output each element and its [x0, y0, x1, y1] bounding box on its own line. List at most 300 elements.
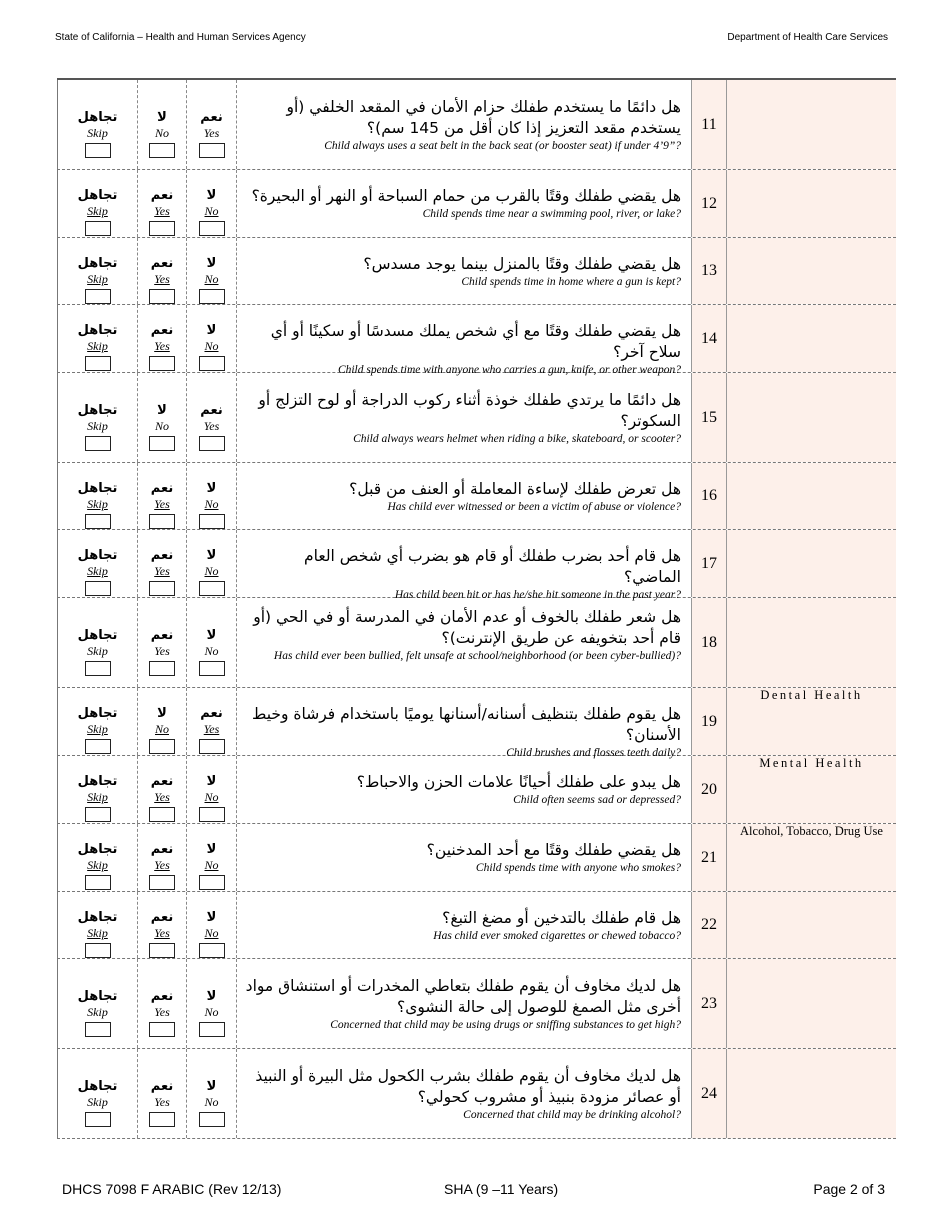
- question-row-24: [57, 1049, 896, 1139]
- question-19: [245, 704, 681, 761]
- skip-column: [57, 238, 138, 304]
- category-column: [727, 80, 896, 169]
- question-number: 20: [692, 756, 727, 823]
- question-arabic: هل يقوم طفلك بتنظيف أسنانه/أسنانها يوميًا باستخدام فرشاة وخيط الأسنان؟: [252, 705, 681, 744]
- question-row-22: [57, 892, 896, 959]
- skip-option: [58, 706, 137, 754]
- no-checkbox[interactable]: [199, 807, 225, 822]
- question-text: [237, 598, 692, 687]
- question-english: Has child ever witnessed or been a victim of abuse or violence?: [387, 501, 681, 513]
- yes-option: [138, 842, 186, 890]
- agency-header: State of California – Health and Human Services Agency: [55, 32, 306, 43]
- skip-option-english: Skip: [87, 564, 108, 578]
- yes-option-arabic: نعم: [150, 628, 174, 643]
- question-number: 19: [692, 688, 727, 755]
- question-row-18: [57, 598, 896, 688]
- skip-option: [58, 842, 137, 890]
- no-option-arabic: لا: [206, 188, 217, 203]
- skip-option-english: Skip: [87, 858, 108, 872]
- no-checkbox[interactable]: [199, 943, 225, 958]
- question-text: [237, 170, 692, 237]
- yes-checkbox[interactable]: [149, 289, 175, 304]
- question-arabic: هل تعرض طفلك لإساءة المعاملة أو العنف من قبل؟: [349, 480, 681, 498]
- question-text: [237, 373, 692, 462]
- no-column: [187, 892, 237, 958]
- form-number: DHCS 7098 F ARABIC (Rev 12/13): [62, 1181, 282, 1197]
- skip-checkbox[interactable]: [85, 581, 111, 596]
- skip-option: [58, 110, 137, 158]
- question-14: [245, 321, 681, 378]
- question-text: [237, 892, 692, 958]
- skip-option: [58, 774, 137, 822]
- question-arabic: هل شعر طفلك بالخوف أو عدم الأمان في المدرسة أو في الحي (أو قام أحد بتخويفه عن طريق الإنترنت)؟: [253, 608, 681, 647]
- yes-column: [138, 1049, 187, 1138]
- no-column: [187, 238, 237, 304]
- yes-option-arabic: نعم: [150, 256, 174, 271]
- skip-option: [58, 481, 137, 529]
- question-row-20: [57, 756, 896, 824]
- skip-option: [58, 548, 137, 596]
- skip-option-english: Skip: [87, 644, 108, 658]
- yes-option-english: Yes: [154, 790, 170, 804]
- question-arabic: هل يقضي طفلك وقتًا مع أي شخص يملك مسدسًا أو سكينًا أو أي سلاح آخر؟: [270, 322, 681, 361]
- question-row-12: [57, 170, 896, 238]
- no-checkbox[interactable]: [149, 143, 175, 158]
- question-row-17: [57, 530, 896, 601]
- skip-option-english: Skip: [87, 926, 108, 940]
- no-option: [187, 842, 236, 890]
- question-text: [237, 1049, 692, 1138]
- question-text: [237, 305, 692, 376]
- yes-option-english: Yes: [154, 564, 170, 578]
- no-option-english: No: [204, 272, 219, 286]
- no-checkbox[interactable]: [199, 1022, 225, 1037]
- yes-option: [138, 774, 186, 822]
- no-column: [187, 824, 237, 891]
- no-checkbox[interactable]: [199, 356, 225, 371]
- skip-option: [58, 628, 137, 676]
- question-arabic: هل قام طفلك بالتدخين أو مضغ التبغ؟: [442, 909, 681, 927]
- no-option-arabic: لا: [206, 256, 217, 271]
- skip-option-english: Skip: [87, 497, 108, 511]
- question-row-16: [57, 463, 896, 530]
- question-row-19: [57, 688, 896, 759]
- yes-option-arabic: نعم: [150, 548, 174, 563]
- yes-checkbox[interactable]: [149, 356, 175, 371]
- category-column: [727, 959, 896, 1048]
- no-option: [138, 110, 186, 158]
- skip-option: [58, 910, 137, 958]
- question-24: [245, 1066, 681, 1123]
- question-text: [237, 824, 692, 891]
- skip-option-arabic: تجاهل: [77, 1079, 118, 1094]
- yes-column: [138, 598, 187, 687]
- no-option-arabic: لا: [206, 548, 217, 563]
- skip-option-arabic: تجاهل: [77, 256, 118, 271]
- skip-column: [57, 824, 138, 891]
- skip-column: [57, 170, 138, 237]
- no-checkbox[interactable]: [149, 436, 175, 451]
- question-15: [245, 390, 681, 447]
- skip-column: [57, 598, 138, 687]
- skip-option: [58, 256, 137, 304]
- skip-option: [58, 1079, 137, 1127]
- question-english: Has child been hit or has he/she hit someone in the past year?: [394, 589, 681, 601]
- no-column: [187, 170, 237, 237]
- no-checkbox[interactable]: [199, 581, 225, 596]
- question-18: [245, 607, 681, 664]
- yes-option-arabic: نعم: [200, 403, 223, 418]
- question-12: [245, 186, 681, 222]
- question-arabic: هل لديك مخاوف أن يقوم طفلك بتعاطي المخدرات أو استنشاق مواد أخرى مثل الصمغ للوصول إلى حالة النشوى؟: [245, 977, 681, 1016]
- no-option: [138, 706, 186, 754]
- question-row-11: [57, 80, 896, 170]
- skip-checkbox[interactable]: [85, 289, 111, 304]
- yes-option-english: Yes: [203, 126, 220, 140]
- no-option-english: No: [204, 790, 219, 804]
- no-option-english: No: [204, 204, 219, 218]
- skip-option-arabic: تجاهل: [77, 774, 118, 789]
- category-column: [727, 463, 896, 529]
- yes-column: [138, 892, 187, 958]
- question-row-15: [57, 373, 896, 463]
- skip-checkbox[interactable]: [85, 1112, 111, 1127]
- category-column: [727, 892, 896, 958]
- skip-column: [57, 688, 138, 755]
- no-option-arabic: لا: [157, 403, 167, 418]
- yes-option-arabic: نعم: [150, 774, 174, 789]
- skip-checkbox[interactable]: [85, 1022, 111, 1037]
- yes-column: [138, 756, 187, 823]
- yes-option-arabic: نعم: [200, 706, 223, 721]
- question-number: 16: [692, 463, 727, 529]
- yes-column: [138, 170, 187, 237]
- no-option-arabic: لا: [157, 706, 167, 721]
- no-checkbox[interactable]: [199, 289, 225, 304]
- no-checkbox[interactable]: [199, 661, 225, 676]
- question-english: Child spends time near a swimming pool, river, or lake?: [422, 208, 681, 220]
- yes-option-english: Yes: [154, 1005, 170, 1019]
- yes-option-english: Yes: [154, 926, 170, 940]
- skip-option-arabic: تجاهل: [77, 110, 118, 125]
- skip-option-english: Skip: [87, 419, 108, 433]
- no-option-arabic: لا: [157, 110, 167, 125]
- question-number: 23: [692, 959, 727, 1048]
- question-text: [237, 530, 692, 601]
- form-title: SHA (9 –11 Years): [444, 1181, 559, 1197]
- skip-option-english: Skip: [87, 1095, 108, 1109]
- yes-option: [187, 110, 236, 158]
- question-number: 11: [692, 80, 727, 169]
- no-option: [138, 403, 186, 451]
- question-arabic: هل دائمًا ما يستخدم طفلك حزام الأمان في المقعد الخلفي (أو يستخدم مقعد التعزيز إذا كان أقل من 145 سم)؟: [286, 98, 681, 137]
- question-text: [237, 238, 692, 304]
- question-number: 12: [692, 170, 727, 237]
- skip-option-arabic: تجاهل: [77, 842, 118, 857]
- no-option-arabic: لا: [206, 481, 217, 496]
- question-number: 15: [692, 373, 727, 462]
- no-option-arabic: لا: [206, 910, 217, 925]
- question-17: [245, 546, 681, 603]
- skip-option-arabic: تجاهل: [77, 548, 118, 563]
- question-16: [245, 479, 681, 515]
- yes-option: [138, 1079, 186, 1127]
- no-column: [187, 463, 237, 529]
- department-header: Department of Health Care Services: [727, 32, 888, 43]
- category-column: [727, 170, 896, 237]
- no-option-english: No: [204, 644, 219, 658]
- no-checkbox[interactable]: [199, 1112, 225, 1127]
- no-option: [187, 548, 236, 596]
- skip-column: [57, 959, 138, 1048]
- yes-option-english: Yes: [154, 497, 170, 511]
- yes-option: [138, 481, 186, 529]
- question-11: [245, 97, 681, 154]
- yes-option-english: Yes: [203, 419, 220, 433]
- question-number: 17: [692, 530, 727, 597]
- no-column: [138, 688, 187, 755]
- skip-column: [57, 892, 138, 958]
- skip-column: [57, 463, 138, 529]
- skip-checkbox[interactable]: [85, 943, 111, 958]
- question-text: [237, 756, 692, 823]
- skip-checkbox[interactable]: [85, 514, 111, 529]
- question-23: [245, 976, 681, 1033]
- skip-option: [58, 188, 137, 236]
- yes-option-arabic: نعم: [200, 110, 223, 125]
- no-option-english: No: [154, 722, 169, 736]
- category-column: [727, 756, 896, 823]
- question-number: 22: [692, 892, 727, 958]
- no-option-english: No: [154, 419, 169, 433]
- question-arabic: هل يقضي طفلك وقتًا بالقرب من حمام السباحة أو النهر أو البحيرة؟: [251, 187, 681, 205]
- no-column: [187, 959, 237, 1048]
- yes-column: [138, 463, 187, 529]
- yes-checkbox[interactable]: [149, 875, 175, 890]
- category-column: [727, 598, 896, 687]
- skip-option-english: Skip: [87, 272, 108, 286]
- question-20: [245, 772, 681, 808]
- no-option-english: No: [204, 858, 219, 872]
- question-text: [237, 80, 692, 169]
- skip-column: [57, 756, 138, 823]
- category-column: [727, 688, 896, 755]
- skip-option-english: Skip: [87, 790, 108, 804]
- skip-column: [57, 373, 138, 462]
- question-13: [245, 254, 681, 290]
- category-column: [727, 305, 896, 372]
- no-option: [187, 989, 236, 1037]
- skip-option-english: Skip: [87, 339, 108, 353]
- yes-column: [138, 959, 187, 1048]
- question-english: Child brushes and flosses teeth daily?: [506, 747, 681, 759]
- yes-checkbox[interactable]: [149, 581, 175, 596]
- skip-option-arabic: تجاهل: [77, 403, 118, 418]
- no-option-english: No: [204, 564, 219, 578]
- yes-checkbox[interactable]: [149, 943, 175, 958]
- yes-option-english: Yes: [154, 272, 170, 286]
- questionnaire-table: [57, 78, 896, 1144]
- no-option-arabic: لا: [206, 628, 217, 643]
- no-option: [187, 323, 236, 371]
- yes-option-arabic: نعم: [150, 1079, 174, 1094]
- skip-option-arabic: تجاهل: [77, 910, 118, 925]
- skip-option-english: Skip: [87, 126, 108, 140]
- no-option: [187, 910, 236, 958]
- yes-option: [138, 323, 186, 371]
- yes-option: [138, 628, 186, 676]
- question-english: Child spends time in home where a gun is kept?: [461, 276, 681, 288]
- skip-option-english: Skip: [87, 204, 108, 218]
- skip-option: [58, 403, 137, 451]
- no-checkbox[interactable]: [199, 875, 225, 890]
- question-text: [237, 688, 692, 759]
- no-column: [187, 1049, 237, 1138]
- yes-option-english: Yes: [203, 722, 220, 736]
- no-option: [187, 481, 236, 529]
- page-number: Page 2 of 3: [813, 1181, 885, 1197]
- no-option-english: No: [154, 126, 169, 140]
- question-21: [245, 840, 681, 876]
- no-checkbox[interactable]: [149, 739, 175, 754]
- yes-checkbox[interactable]: [199, 436, 225, 451]
- question-number: 14: [692, 305, 727, 372]
- skip-checkbox[interactable]: [85, 875, 111, 890]
- yes-option-english: Yes: [154, 644, 170, 658]
- no-option-english: No: [204, 1005, 219, 1019]
- no-column: [187, 756, 237, 823]
- no-option-arabic: لا: [206, 1079, 217, 1094]
- yes-option-english: Yes: [154, 858, 170, 872]
- skip-checkbox[interactable]: [85, 356, 111, 371]
- no-column: [187, 598, 237, 687]
- yes-option: [138, 256, 186, 304]
- question-arabic: هل دائمًا ما يرتدي طفلك خوذة أثناء ركوب الدراجة أو لوح التزلج أو السكوتر؟: [258, 391, 681, 430]
- question-row-21: [57, 824, 896, 892]
- yes-option-english: Yes: [154, 1095, 170, 1109]
- yes-option: [138, 548, 186, 596]
- yes-column: [138, 824, 187, 891]
- skip-checkbox[interactable]: [85, 143, 111, 158]
- category-column: [727, 824, 896, 891]
- no-option-arabic: لا: [206, 842, 217, 857]
- question-text: [237, 463, 692, 529]
- yes-option-arabic: نعم: [150, 188, 174, 203]
- question-english: Has child ever been bullied, felt unsafe at school/neighborhood (or been cyber-bullied)?: [273, 650, 681, 662]
- no-column: [187, 305, 237, 372]
- skip-checkbox[interactable]: [85, 739, 111, 754]
- skip-option-arabic: تجاهل: [77, 989, 118, 1004]
- skip-option-arabic: تجاهل: [77, 188, 118, 203]
- yes-checkbox[interactable]: [199, 739, 225, 754]
- category-label: Mental Health: [759, 756, 864, 770]
- yes-option-arabic: نعم: [150, 989, 174, 1004]
- category-label: Dental Health: [760, 688, 863, 702]
- category-label: Alcohol, Tobacco, Drug Use: [740, 824, 883, 838]
- question-number: 13: [692, 238, 727, 304]
- question-arabic: هل يقضي طفلك وقتًا مع أحد المدخنين؟: [426, 841, 681, 859]
- skip-option-arabic: تجاهل: [77, 323, 118, 338]
- question-number: 21: [692, 824, 727, 891]
- question-arabic: هل يبدو على طفلك أحيانًا علامات الحزن والاحباط؟: [356, 773, 681, 791]
- question-english: Has child ever smoked cigarettes or chewed tobacco?: [433, 930, 681, 942]
- no-option-arabic: لا: [206, 774, 217, 789]
- yes-option: [187, 706, 236, 754]
- no-checkbox[interactable]: [199, 221, 225, 236]
- skip-checkbox[interactable]: [85, 661, 111, 676]
- question-english: Concerned that child may be drinking alcohol?: [463, 1109, 681, 1121]
- skip-option: [58, 989, 137, 1037]
- question-number: 18: [692, 598, 727, 687]
- yes-column: [138, 238, 187, 304]
- skip-option-arabic: تجاهل: [77, 628, 118, 643]
- skip-option-english: Skip: [87, 722, 108, 736]
- category-column: [727, 530, 896, 597]
- yes-checkbox[interactable]: [149, 661, 175, 676]
- skip-column: [57, 1049, 138, 1138]
- yes-option-arabic: نعم: [150, 323, 174, 338]
- skip-column: [57, 80, 138, 169]
- yes-checkbox[interactable]: [149, 807, 175, 822]
- question-arabic: هل يقضي طفلك وقتًا بالمنزل بينما يوجد مسدس؟: [363, 255, 681, 273]
- question-english: Child spends time with anyone who carries a gun, knife, or other weapon?: [337, 364, 681, 376]
- yes-checkbox[interactable]: [149, 221, 175, 236]
- yes-option-english: Yes: [154, 204, 170, 218]
- skip-column: [57, 530, 138, 597]
- question-22: [245, 908, 681, 944]
- yes-checkbox[interactable]: [199, 143, 225, 158]
- yes-option: [187, 403, 236, 451]
- no-option-english: No: [204, 926, 219, 940]
- yes-checkbox[interactable]: [149, 514, 175, 529]
- yes-column: [138, 530, 187, 597]
- no-option: [187, 774, 236, 822]
- question-row-14: [57, 305, 896, 376]
- no-checkbox[interactable]: [199, 514, 225, 529]
- question-arabic: هل لديك مخاوف أن يقوم طفلك بشرب الكحول مثل البيرة أو النبيذ أو عصائر مزودة بنبيذ أو مشروب كحولي؟: [255, 1067, 681, 1106]
- question-english: Child always uses a seat belt in the back seat (or booster seat) if under 4’9”?: [324, 140, 681, 152]
- skip-option: [58, 323, 137, 371]
- no-option-english: No: [204, 339, 219, 353]
- no-option-arabic: لا: [206, 323, 217, 338]
- no-column: [187, 530, 237, 597]
- question-text: [237, 959, 692, 1048]
- question-arabic: هل قام أحد بضرب طفلك أو قام هو بضرب أي شخص العام الماضي؟: [304, 547, 681, 586]
- yes-option-arabic: نعم: [150, 481, 174, 496]
- skip-checkbox[interactable]: [85, 436, 111, 451]
- yes-checkbox[interactable]: [149, 1112, 175, 1127]
- yes-option-arabic: نعم: [150, 910, 174, 925]
- no-option: [187, 188, 236, 236]
- no-column: [138, 80, 187, 169]
- yes-checkbox[interactable]: [149, 1022, 175, 1037]
- no-column: [138, 373, 187, 462]
- skip-checkbox[interactable]: [85, 807, 111, 822]
- category-column: [727, 1049, 896, 1138]
- no-option-english: No: [204, 1095, 219, 1109]
- yes-column: [187, 373, 237, 462]
- no-option-arabic: لا: [206, 989, 217, 1004]
- question-english: Child spends time with anyone who smokes?: [475, 862, 681, 874]
- no-option-english: No: [204, 497, 219, 511]
- skip-option-arabic: تجاهل: [77, 481, 118, 496]
- question-number: 24: [692, 1049, 727, 1138]
- skip-column: [57, 305, 138, 372]
- skip-checkbox[interactable]: [85, 221, 111, 236]
- yes-option: [138, 989, 186, 1037]
- yes-option: [138, 910, 186, 958]
- skip-option-arabic: تجاهل: [77, 706, 118, 721]
